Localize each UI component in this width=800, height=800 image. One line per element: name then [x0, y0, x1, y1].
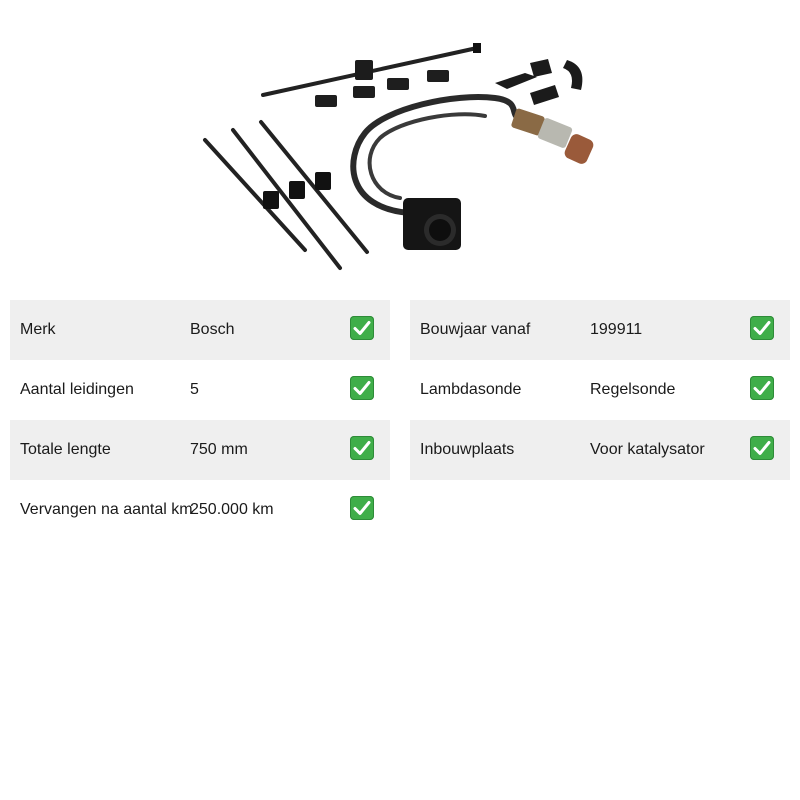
spec-row-lambdasonde: [410, 360, 790, 420]
spec-row-totale-lengte: [10, 420, 390, 480]
check-icon: [750, 316, 774, 340]
spec-row-inbouwplaats: [410, 420, 790, 480]
spec-value: 5: [190, 381, 199, 398]
spec-row-merk: [10, 300, 390, 360]
spec-label: Bouwjaar vanaf: [420, 321, 531, 338]
product-image: [195, 38, 610, 278]
spec-row-bouwjaar: [410, 300, 790, 360]
check-icon: [350, 496, 374, 520]
specs-table-right: [410, 300, 790, 480]
check-icon: [350, 436, 374, 460]
check-icon: [750, 376, 774, 400]
spec-label: Lambdasonde: [420, 381, 522, 398]
spec-label: Totale lengte: [20, 441, 111, 458]
spec-value: Regelsonde: [590, 381, 676, 398]
specs-table-left: [10, 300, 390, 540]
spec-label: Aantal leidingen: [20, 381, 134, 398]
spec-label: Vervangen na aantal km: [20, 501, 193, 518]
spec-value: Voor katalysator: [590, 441, 705, 458]
check-icon: [750, 436, 774, 460]
spec-value: 199911: [590, 321, 643, 338]
spec-row-vervangen-na: [10, 480, 390, 540]
check-icon: [350, 376, 374, 400]
spec-row-aantal-leidingen: [10, 360, 390, 420]
check-icon: [350, 316, 374, 340]
spec-value: 250.000 km: [190, 501, 274, 518]
spec-value: 750 mm: [190, 441, 248, 458]
spec-label: Inbouwplaats: [420, 441, 515, 458]
spec-label: Merk: [20, 321, 56, 338]
spec-value: Bosch: [190, 321, 235, 338]
